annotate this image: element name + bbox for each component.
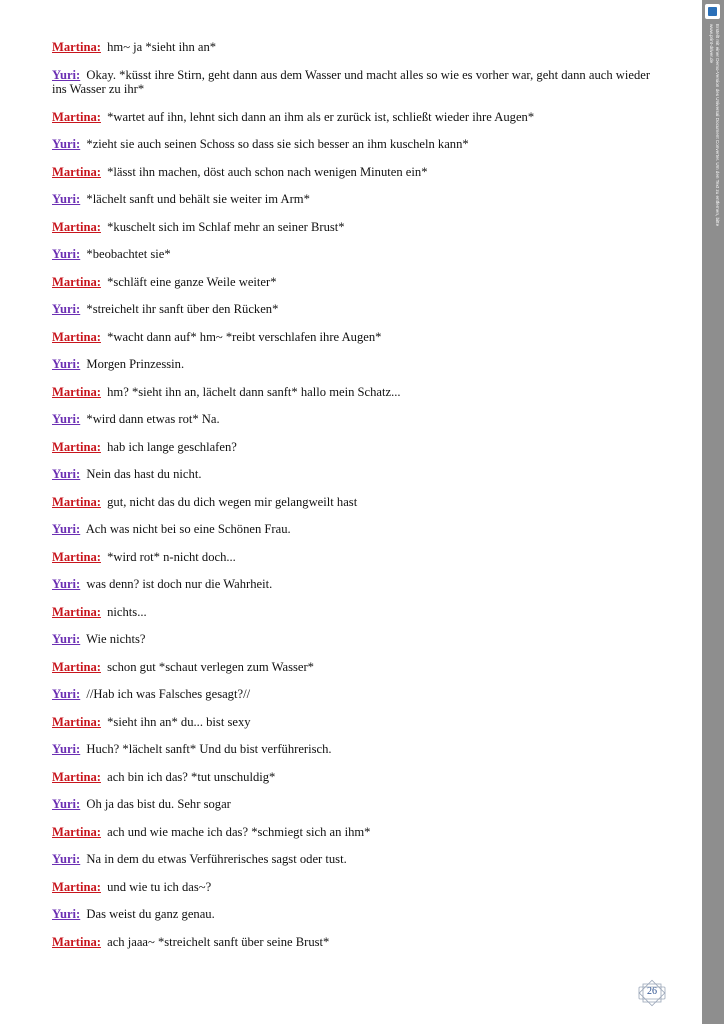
speaker-name: Martina:: [52, 604, 101, 619]
dialogue-line: [52, 330, 652, 344]
speaker-name: Martina:: [52, 659, 101, 674]
dialogue-line: [52, 577, 652, 591]
speaker-name: Martina:: [52, 164, 101, 179]
speaker-name: Martina:: [52, 714, 101, 729]
dialogue-text: *lächelt sanft und behält sie weiter im Arm*: [86, 192, 310, 206]
dialogue-line: [52, 40, 652, 54]
speaker-name: Martina:: [52, 439, 101, 454]
sidebar-watermark-text: [709, 24, 720, 304]
dialogue-line: [52, 687, 652, 701]
speaker-name: Yuri:: [52, 577, 81, 591]
speaker-name: Yuri:: [52, 357, 81, 371]
dialogue-line: [52, 715, 652, 729]
dialogue-line: [52, 935, 652, 949]
dialogue-text: *sieht ihn an* du... bist sexy: [107, 714, 251, 729]
dialogue-line: [52, 522, 652, 536]
dialogue-text: ach jaaa~ *streichelt sanft über seine Brust*: [107, 934, 330, 949]
dialogue-line: [52, 220, 652, 234]
dialogue-line: [52, 880, 652, 894]
dialogue-list: [52, 40, 652, 962]
dialogue-text: *wird rot* n-nicht doch...: [107, 549, 236, 564]
page-number: 26: [647, 986, 657, 997]
dialogue-text: *streichelt ihr sanft über den Rücken*: [86, 302, 279, 316]
dialogue-text: *wartet auf ihn, lehnt sich dann an ihm als er zurück ist, schließt wieder ihre Augen*: [107, 109, 535, 124]
dialogue-line: [52, 110, 652, 124]
speaker-name: Martina:: [52, 219, 101, 234]
dialogue-text: Oh ja das bist du. Sehr sogar: [86, 797, 231, 811]
speaker-name: Martina:: [52, 879, 101, 894]
converter-sidebar: [702, 0, 724, 1024]
speaker-name: Yuri:: [52, 742, 81, 756]
speaker-name: Yuri:: [52, 907, 81, 921]
speaker-name: Martina:: [52, 40, 101, 54]
dialogue-line: [52, 192, 652, 206]
dialogue-text: nichts...: [107, 604, 147, 619]
dialogue-line: [52, 467, 652, 481]
dialogue-text: *beobachtet sie*: [86, 247, 171, 261]
dialogue-line: [52, 385, 652, 399]
dialogue-text: *zieht sie auch seinen Schoss so dass sie sich besser an ihm kuscheln kann*: [86, 137, 469, 151]
dialogue-line: [52, 550, 652, 564]
dialogue-text: ach bin ich das? *tut unschuldig*: [107, 769, 276, 784]
dialogue-line: [52, 412, 652, 426]
sidebar-text-line: Erstellt mit einer Demo-Version des Universal Document Converter. Um den Text zu entfernen, bitte: [715, 24, 720, 227]
speaker-name: Yuri:: [52, 137, 81, 151]
dialogue-text: //Hab ich was Falsches gesagt?//: [86, 687, 251, 701]
speaker-name: Yuri:: [52, 852, 81, 866]
dialogue-line: [52, 852, 652, 866]
speaker-name: Yuri:: [52, 687, 81, 701]
sidebar-link[interactable]: www.print-driver.de: [709, 24, 715, 64]
speaker-name: Martina:: [52, 494, 101, 509]
speaker-name: Yuri:: [52, 192, 81, 206]
speaker-name: Martina:: [52, 549, 101, 564]
dialogue-text: *wird dann etwas rot* Na.: [86, 412, 220, 426]
dialogue-text: schon gut *schaut verlegen zum Wasser*: [107, 659, 314, 674]
dialogue-text: Huch? *lächelt sanft* Und du bist verführerisch.: [86, 742, 332, 756]
dialogue-line: [52, 302, 652, 316]
dialogue-text: und wie tu ich das~?: [107, 879, 212, 894]
dialogue-line: [52, 770, 652, 784]
dialogue-text: Na in dem du etwas Verführerisches sagst oder tust.: [86, 852, 347, 866]
dialogue-text: hm~ ja *sieht ihn an*: [107, 40, 217, 54]
dialogue-text: *schläft eine ganze Weile weiter*: [107, 274, 277, 289]
dialogue-text: Nein das hast du nicht.: [86, 467, 202, 481]
dialogue-text: gut, nicht das du dich wegen mir gelangweilt hast: [107, 494, 358, 509]
dialogue-line: [52, 605, 652, 619]
speaker-name: Martina:: [52, 274, 101, 289]
speaker-name: Martina:: [52, 329, 101, 344]
speaker-name: Yuri:: [52, 467, 81, 481]
page-number-badge: [634, 975, 670, 1011]
dialogue-line: [52, 825, 652, 839]
speaker-name: Yuri:: [52, 632, 81, 646]
dialogue-text: was denn? ist doch nur die Wahrheit.: [86, 577, 273, 591]
dialogue-line: [52, 660, 652, 674]
dialogue-text: Das weist du ganz genau.: [86, 907, 215, 921]
dialogue-text: Ach was nicht bei so eine Schönen Frau.: [85, 522, 291, 536]
dialogue-line: [52, 495, 652, 509]
speaker-name: Martina:: [52, 934, 101, 949]
dialogue-line: [52, 247, 652, 261]
dialogue-line: [52, 275, 652, 289]
speaker-name: Yuri:: [52, 302, 81, 316]
dialogue-text: *lässt ihn machen, döst auch schon nach wenigen Minuten ein*: [107, 164, 428, 179]
dialogue-line: [52, 907, 652, 921]
dialogue-text: Okay. *küsst ihre Stirn, geht dann aus dem Wasser und macht alles so wie es vorher war, geht dann auch wieder ins Wasser zu ihr*: [52, 67, 651, 96]
speaker-name: Martina:: [52, 769, 101, 784]
dialogue-text: hab ich lange geschlafen?: [107, 439, 237, 454]
dialogue-text: Morgen Prinzessin.: [86, 357, 185, 371]
converter-logo-icon: [705, 4, 720, 19]
speaker-name: Martina:: [52, 384, 101, 399]
speaker-name: Yuri:: [52, 412, 81, 426]
speaker-name: Martina:: [52, 109, 101, 124]
dialogue-line: [52, 165, 652, 179]
dialogue-line: [52, 742, 652, 756]
speaker-name: Yuri:: [52, 797, 81, 811]
speaker-name: Yuri:: [52, 67, 81, 82]
speaker-name: Yuri:: [52, 522, 81, 536]
dialogue-line: [52, 357, 652, 371]
dialogue-text: ach und wie mache ich das? *schmiegt sich an ihm*: [107, 824, 371, 839]
dialogue-text: *wacht dann auf* hm~ *reibt verschlafen ihre Augen*: [107, 329, 382, 344]
speaker-name: Martina:: [52, 824, 101, 839]
dialogue-line: [52, 632, 652, 646]
dialogue-line: [52, 440, 652, 454]
dialogue-text: Wie nichts?: [86, 632, 146, 646]
dialogue-text: hm? *sieht ihn an, lächelt dann sanft* hallo mein Schatz...: [107, 384, 401, 399]
dialogue-line: [52, 797, 652, 811]
dialogue-text: *kuschelt sich im Schlaf mehr an seiner Brust*: [107, 219, 345, 234]
dialogue-line: [52, 68, 652, 96]
dialogue-line: [52, 137, 652, 151]
speaker-name: Yuri:: [52, 247, 81, 261]
